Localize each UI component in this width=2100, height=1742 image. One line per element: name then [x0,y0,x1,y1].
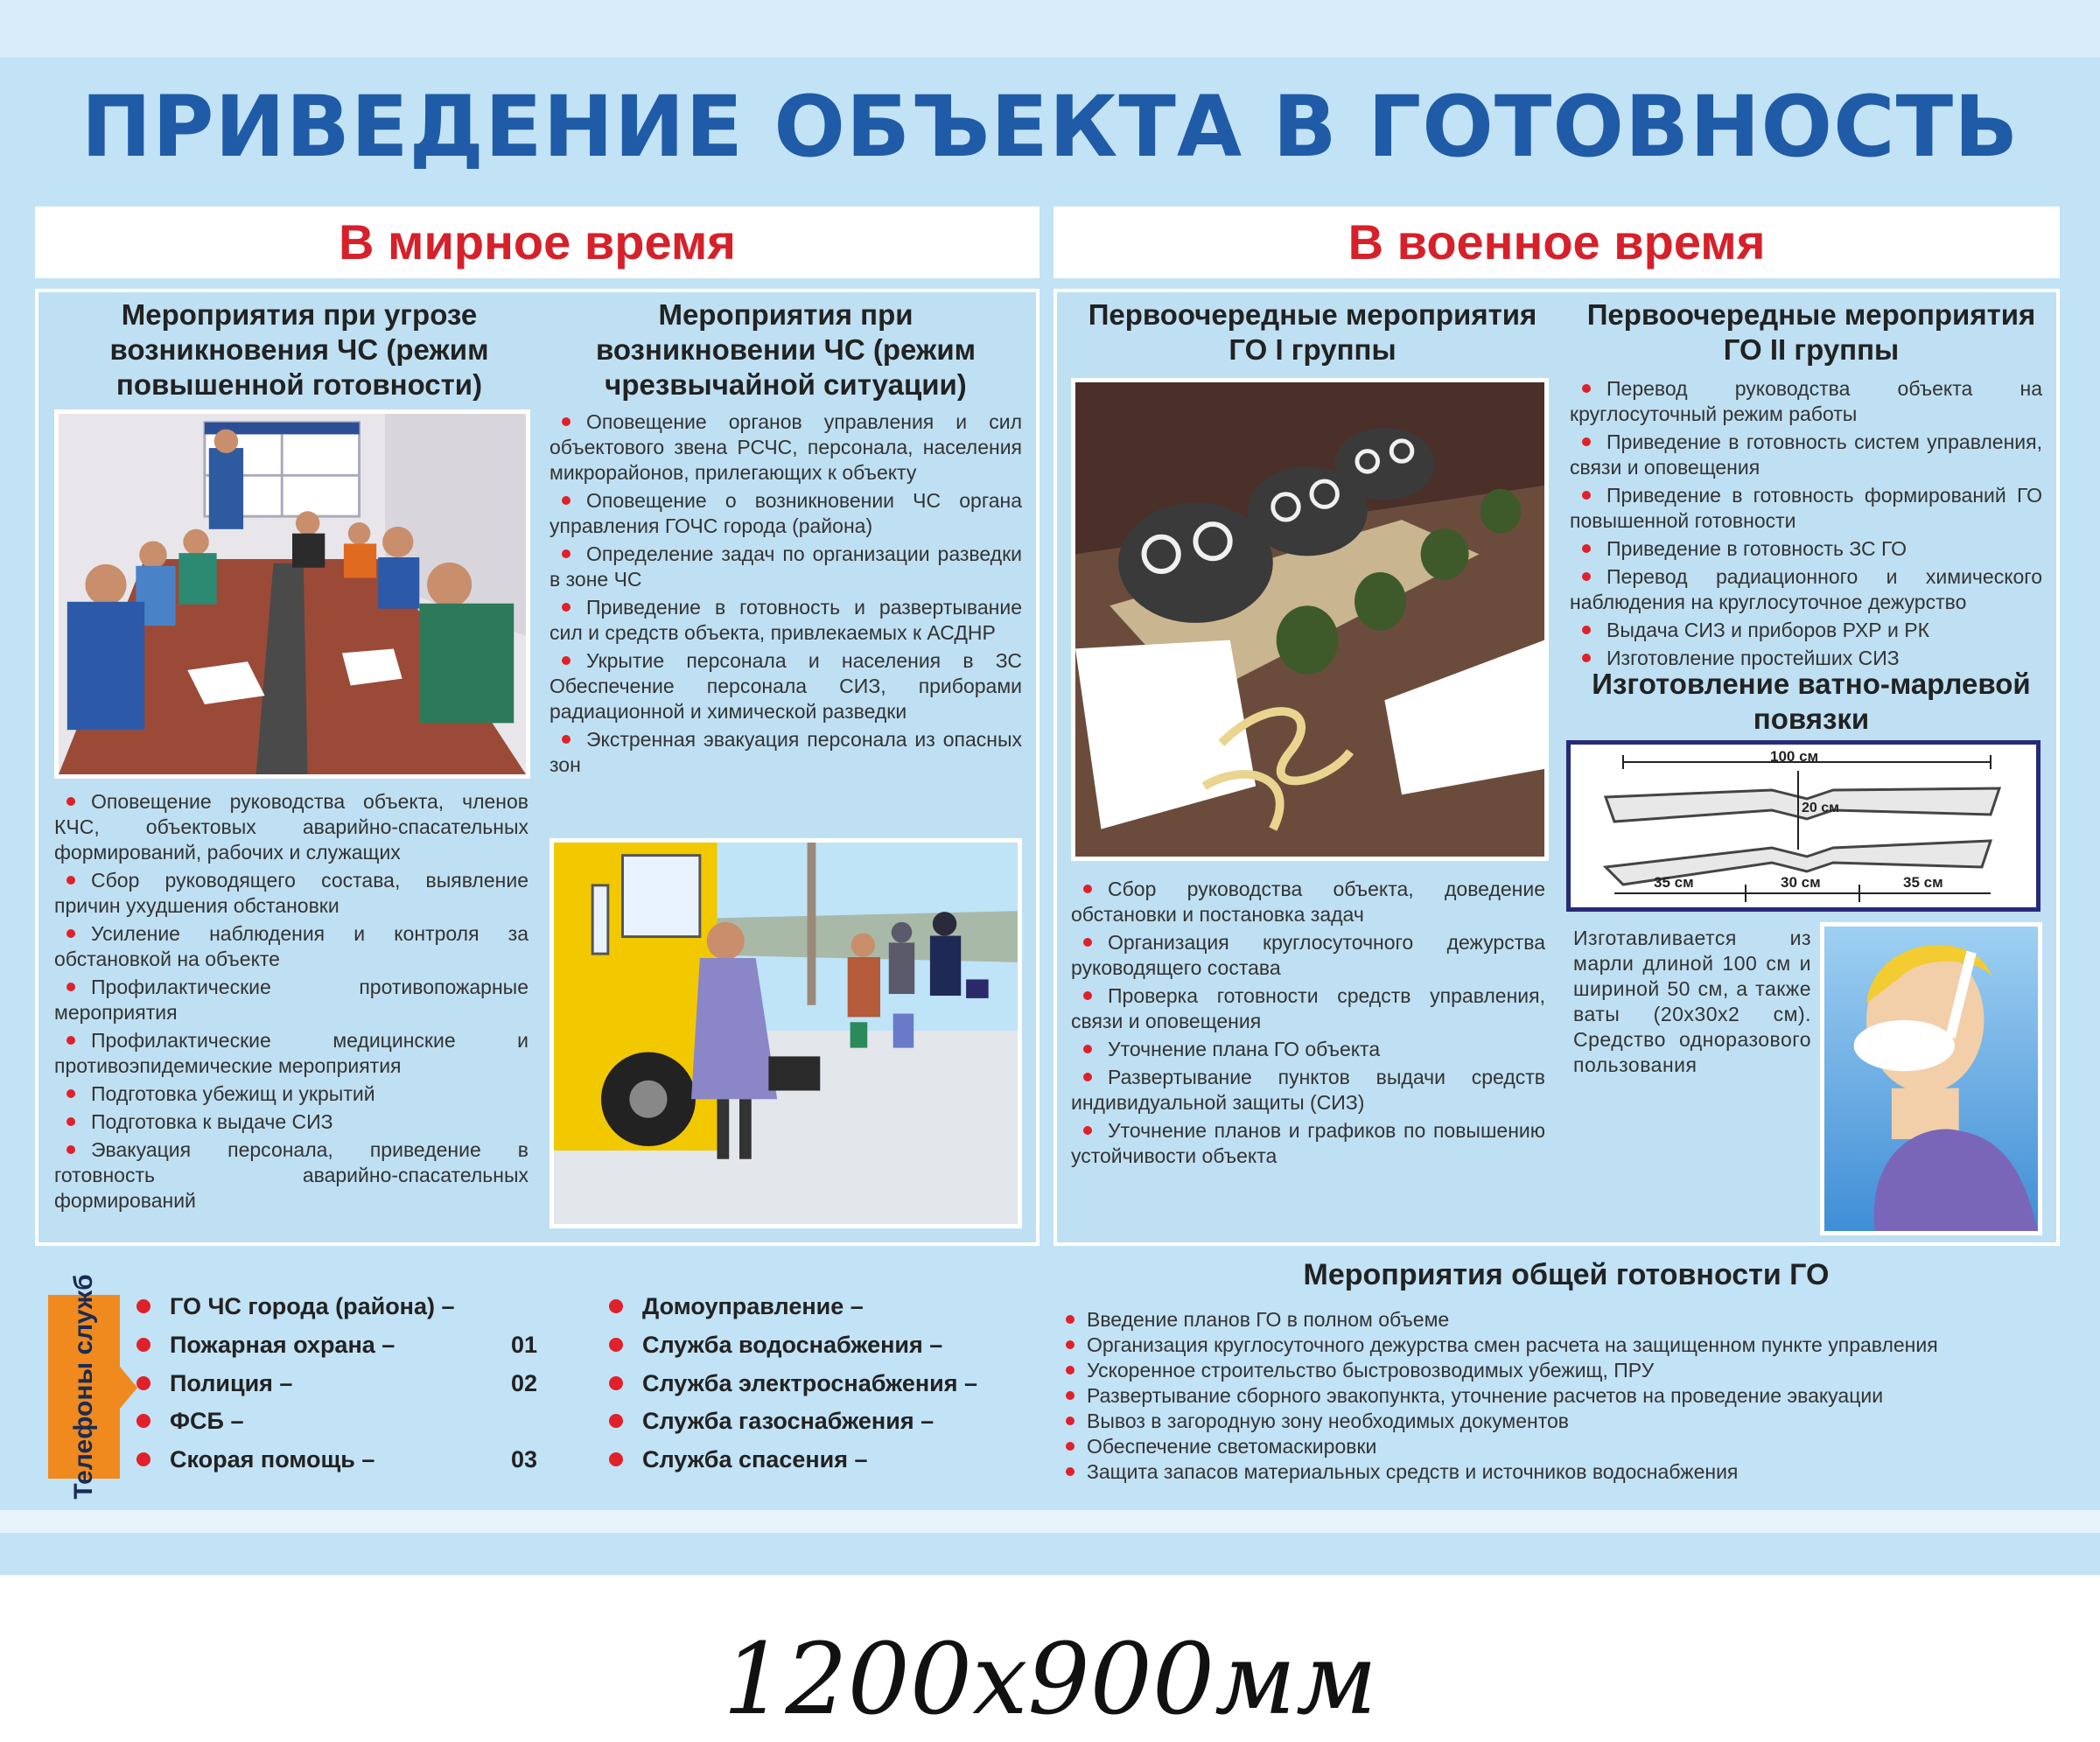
dim-mid-label: 30 см [1781,874,1821,891]
dim-left-label: 35 см [1654,874,1694,891]
bandage-diagram [1566,740,2040,912]
list-item: Уточнение плана ГО объекта [1071,1037,1545,1062]
peace-header: В мирное время [35,206,1040,278]
list-item: Подготовка убежищ и укрытий [54,1081,528,1107]
list-item: Эвакуация персонала, приведение в готовность аварийно-спасательных формирований [54,1138,528,1212]
peace-col2-title: Мероприятия при возникновении ЧС (режим чрезвычайной ситуации) [595,298,976,401]
war-col1-list [1071,877,1545,1172]
list-item: Приведение в готовность формирований ГО повышенной готовности [1570,484,2042,532]
list-item: Оповещение руководства объекта, членов КЧС, объектовых аварийно-спасательных формирований, рабочих и служащих [54,790,528,864]
list-item: Подготовка к выдаче СИЗ [54,1109,528,1135]
list-item: Укрытие персонала и населения в ЗС Обеспечение персонала СИЗ, приборами радиационной и химической разведки [550,649,1022,723]
list-item: Проверка готовности средств управления, связи и оповещения [1071,984,1545,1032]
size-label: 1200х900мм [723,1623,1377,1737]
evacuation-illustration [550,838,1022,1228]
list-item: Развертывание сборного эвакопункта, уточнение расчетов на проведение эвакуации [1059,1383,2074,1409]
list-item: Развертывание пунктов выдачи средств индивидуальной защиты (СИЗ) [1071,1066,1545,1114]
phone-item: Служба электроснабжения – [609,1366,977,1401]
meeting-illustration [54,409,530,779]
list-item: Выдача СИЗ и приборов РХР и РК [1570,618,2042,643]
phones-tag-label: Телефоны служб [69,1274,98,1500]
list-item: Перевод руководства объекта на круглосуточный режим работы [1570,377,2042,425]
list-item: Профилактические медицинские и противоэпидемические мероприятия [54,1029,528,1077]
list-item: Обеспечение светомаскировки [1059,1434,2074,1459]
phone-item: Служба газоснабжения – [609,1403,934,1438]
phone-item: Скорая помощь – [136,1442,374,1477]
list-item: Профилактические противопожарные мероприятия [54,976,528,1024]
gas-masks-illustration [1071,378,1549,861]
bandage-text: Изготавливается из марли длиной 100 см и шириной 50 см, а также ваты (20х30х2 см). Средство одноразового пользования [1573,927,1811,1076]
general-title: Мероприятия общей готовности ГО [1303,1258,1830,1291]
list-item: Ускоренное строительство быстровозводимых убежищ, ПРУ [1059,1358,2074,1383]
dim-height-label: 20 см [1802,801,1839,815]
peace-col1-title: Мероприятия при угрозе возникновения ЧС (режим повышенной готовности) [109,298,489,401]
phone-item: ФСБ – [136,1403,243,1438]
phones-tag-arrow [120,1367,137,1409]
list-item: Уточнение планов и графиков по повышению устойчивости объекта [1071,1119,1545,1167]
bandage-title: Изготовление ватно-марлевой повязки [1592,668,2031,735]
top-strip [0,0,2100,58]
list-item: Определение задач по организации разведки в зоне ЧС [550,542,1022,591]
general-list [1059,1307,2074,1485]
list-item: Приведение в готовность систем управления, связи и оповещения [1570,430,2042,479]
bandage-wearer-illustration [1820,922,2042,1235]
phone-item: Служба водоснабжения – [609,1327,942,1362]
list-item: Оповещение о возникновении ЧС органа управления ГОЧС города (района) [550,489,1022,537]
war-col1-title: Первоочередные мероприятия ГО I группы [1088,298,1537,366]
war-header: В военное время [1054,206,2060,278]
phone-item: Служба спасения – [609,1442,868,1477]
list-item: Изготовление простейших СИЗ [1570,646,2042,671]
phones-tag [48,1274,120,1500]
list-item: Усиление наблюдения и контроля за обстановкой на объекте [54,922,528,970]
phone-number: 02 [511,1370,538,1396]
list-item: Приведение в готовность ЗС ГО [1570,536,2042,562]
bottom-strip [0,1510,2100,1533]
list-item: Приведение в готовность и развертывание сил и средств объекта, привлекаемых к АСДНР [550,596,1022,644]
list-item: Сбор руководящего состава, выявление причин ухудшения обстановки [54,869,528,917]
phone-item: Полиция – [136,1366,292,1401]
dim-right-label: 35 см [1903,874,1943,891]
list-item: Оповещение органов управления и сил объектового звена РСЧС, персонала, населения микрорайонов, прилегающих к объекту [550,410,1022,484]
phone-item: Пожарная охрана – [136,1327,395,1362]
list-item: Введение планов ГО в полном объеме [1059,1307,2074,1333]
poster-title: ПРИВЕДЕНИЕ ОБЪЕКТА В ГОТОВНОСТЬ [80,78,2020,176]
phone-item: ГО ЧС города (района) – [136,1289,455,1324]
list-item: Вывоз в загородную зону необходимых документов [1059,1409,2074,1434]
list-item: Защита запасов материальных средств и источников водоснабжения [1059,1459,2074,1485]
list-item: Организация круглосуточного дежурства руководящего состава [1071,931,1545,979]
list-item: Организация круглосуточного дежурства смен расчета на защищенном пункте управления [1059,1333,2074,1358]
phone-item: Домоуправление – [609,1289,864,1324]
phone-number: 03 [511,1446,538,1473]
list-item: Перевод радиационного и химического наблюдения на круглосуточное дежурство [1570,565,2042,613]
list-item: Экстренная эвакуация персонала из опасных зон [550,728,1022,776]
list-item: Сбор руководства объекта, доведение обстановки и постановка задач [1071,878,1545,926]
war-col2-list [1570,376,2042,674]
dim-total-label: 100 см [1770,748,1819,765]
peace-col2-list [550,409,1022,780]
war-col2-title: Первоочередные мероприятия ГО II группы [1586,298,2036,366]
peace-col1-list [54,789,528,1216]
phone-number: 01 [511,1332,538,1358]
